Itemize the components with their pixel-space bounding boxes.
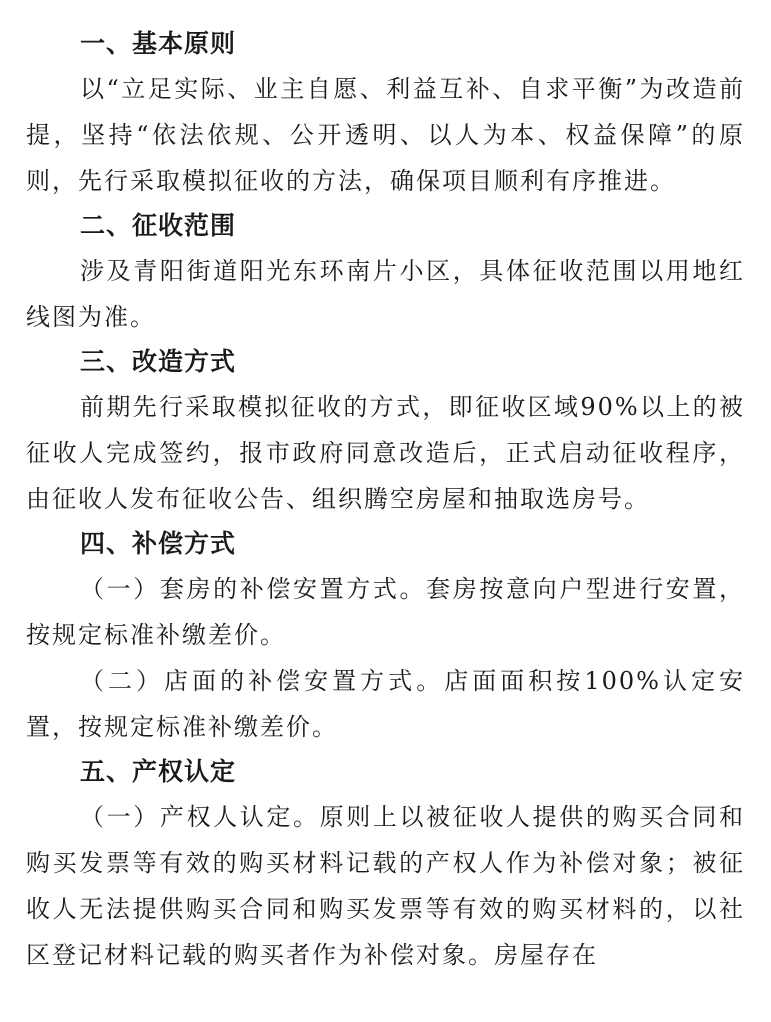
section-paragraph: （二）店面的补偿安置方式。店面面积按100%认定安置，按规定标准补缴差价。 xyxy=(26,667,745,741)
section-paragraph: 涉及青阳街道阳光东环南片小区，具体征收范围以用地红线图为准。 xyxy=(26,257,745,331)
section-paragraph: （一）产权人认定。原则上以被征收人提供的购买合同和购买发票等有效的购买材料记载的产权人作为补偿对象；被征收人无法提供购买合同和购买发票等有效的购买材料的，以社区登记材料记载的购买者作为补偿对象。房屋存在 xyxy=(26,803,745,969)
section-basic-principles xyxy=(26,22,745,204)
section-compensation-method xyxy=(26,522,745,750)
section-heading: 五、产权认定 xyxy=(80,757,237,786)
section-heading: 三、改造方式 xyxy=(80,347,237,376)
section-heading: 一、基本原则 xyxy=(80,29,237,58)
section-heading: 四、补偿方式 xyxy=(80,529,237,558)
section-heading: 二、征收范围 xyxy=(80,211,237,240)
section-scope xyxy=(26,204,745,340)
section-paragraph: （一）套房的补偿安置方式。套房按意向户型进行安置，按规定标准补缴差价。 xyxy=(26,575,745,649)
section-paragraph: 以“立足实际、业主自愿、利益互补、自求平衡”为改造前提，坚持“依法依规、公开透明、以人为本、权益保障”的原则，先行采取模拟征收的方法，确保项目顺利有序推进。 xyxy=(26,75,745,195)
section-renovation-method xyxy=(26,340,745,522)
section-property-rights xyxy=(26,750,745,978)
section-paragraph: 前期先行采取模拟征收的方式，即征收区域90%以上的被征收人完成签约，报市政府同意改造后，正式启动征收程序，由征收人发布征收公告、组织腾空房屋和抽取选房号。 xyxy=(26,393,745,513)
